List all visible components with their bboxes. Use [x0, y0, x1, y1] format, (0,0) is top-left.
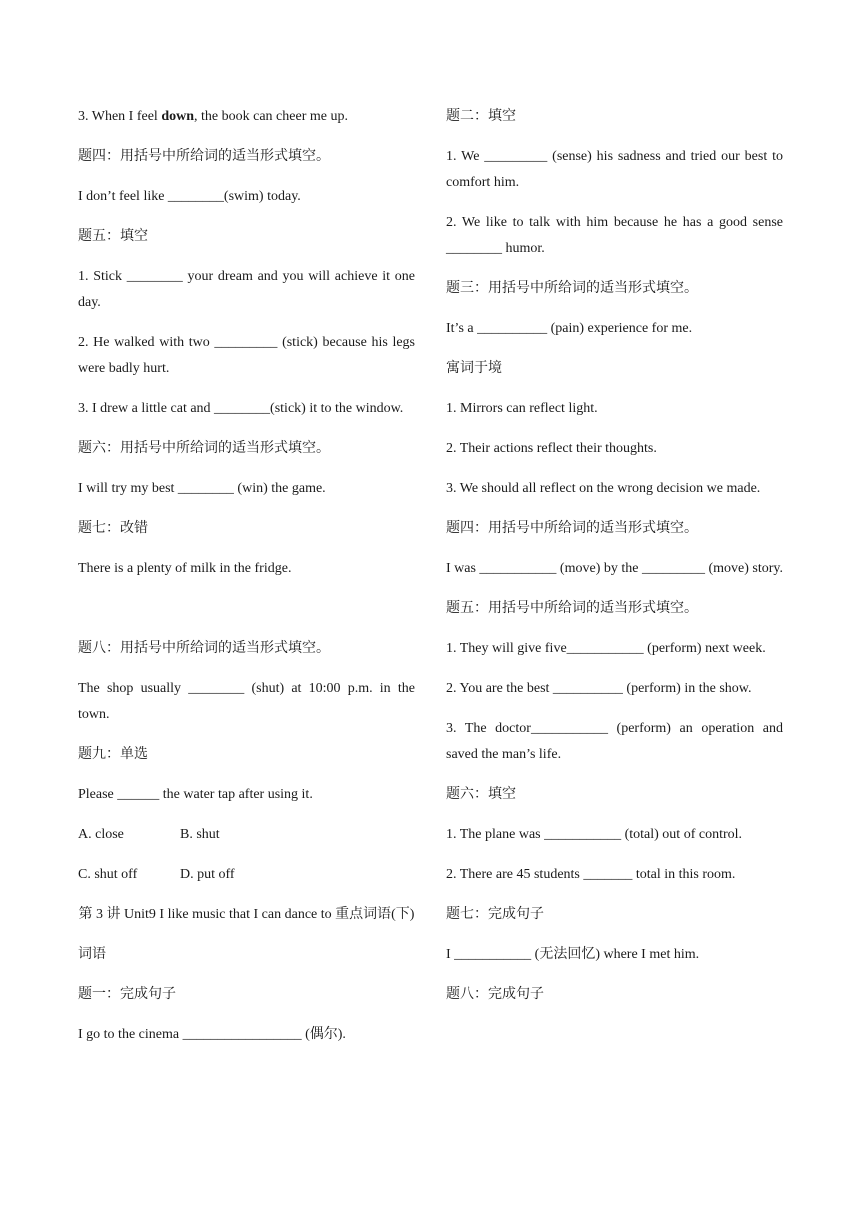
question-sentence	[78, 104, 415, 130]
section-heading: 题八：完成句子	[446, 987, 544, 1002]
sentence-text: 3. When I feel	[78, 109, 162, 124]
option-c: C. shut off	[78, 867, 138, 882]
left-column	[78, 104, 415, 1062]
section-heading: 题五：填空	[78, 229, 148, 244]
example-sentence: 3. We should all reflect on the wrong decision we made.	[446, 481, 761, 496]
question-sentence: I ___________ (无法回忆) where I met him.	[446, 947, 700, 962]
question-sentence: Please ______ the water tap after using it.	[78, 787, 313, 802]
question-sentence: The shop usually ________ (shut) at 10:00 p.m. in the town.	[78, 681, 415, 722]
question-sentence: I don’t feel like ________(swim) today.	[78, 189, 301, 204]
question-sentence: It’s a __________ (pain) experience for me.	[446, 321, 693, 336]
section-heading: 题四：用括号中所给词的适当形式填空。	[78, 149, 330, 164]
question-sentence: 2. There are 45 students _______ total in this room.	[446, 867, 736, 882]
section-heading: 题一：完成句子	[78, 987, 176, 1002]
option-a: A. close	[78, 827, 124, 842]
question-sentence: 1. Stick ________ your dream and you will achieve it one day.	[78, 269, 415, 310]
example-sentence: 2. Their actions reflect their thoughts.	[446, 441, 657, 456]
section-heading: 题三：用括号中所给词的适当形式填空。	[446, 281, 698, 296]
question-sentence: 3. I drew a little cat and ________(stick) it to the window.	[78, 401, 404, 416]
right-column	[446, 104, 783, 1022]
question-sentence: 1. The plane was ___________ (total) out of control.	[446, 827, 743, 842]
bold-word: down	[161, 109, 195, 124]
sentence-text: , the book can cheer me up.	[194, 109, 348, 124]
question-sentence: 2. You are the best __________ (perform) in the show.	[446, 681, 752, 696]
section-heading: 题八：用括号中所给词的适当形式填空。	[78, 641, 330, 656]
section-heading: 题二：填空	[446, 109, 516, 124]
section-heading: 题七：完成句子	[446, 907, 544, 922]
question-sentence: 2. We like to talk with him because he has a good sense ________ humor.	[446, 215, 783, 256]
options-row	[78, 862, 415, 888]
question-sentence: 1. They will give five___________ (perform) next week.	[446, 641, 766, 656]
section-heading: 题九：单选	[78, 747, 148, 762]
lesson-title: 第 3 讲 Unit9 I like music that I can dance to 重点词语(下)	[78, 907, 415, 922]
section-heading: 题六：用括号中所给词的适当形式填空。	[78, 441, 330, 456]
section-heading: 题七：改错	[78, 521, 148, 536]
section-heading: 题六：填空	[446, 787, 516, 802]
question-sentence: There is a plenty of milk in the fridge.	[78, 561, 292, 576]
question-sentence: I was ___________ (move) by the _________ (move) story.	[446, 561, 783, 576]
question-sentence: I go to the cinema _________________ (偶尔).	[78, 1027, 346, 1042]
options-row	[78, 822, 415, 848]
section-heading: 题四：用括号中所给词的适当形式填空。	[446, 521, 698, 536]
example-sentence: 1. Mirrors can reflect light.	[446, 401, 598, 416]
question-sentence: I will try my best ________ (win) the game.	[78, 481, 326, 496]
question-sentence: 3. The doctor___________ (perform) an operation and saved the man’s life.	[446, 721, 783, 762]
question-sentence: 2. He walked with two _________ (stick) because his legs were badly hurt.	[78, 335, 415, 376]
section-heading: 词语	[78, 947, 106, 962]
section-heading: 题五：用括号中所给词的适当形式填空。	[446, 601, 698, 616]
option-b: B. shut	[180, 827, 220, 842]
question-sentence: 1. We _________ (sense) his sadness and tried our best to comfort him.	[446, 149, 783, 190]
section-heading: 寓词于境	[446, 361, 502, 376]
blank-space	[78, 596, 415, 636]
option-d: D. put off	[180, 867, 235, 882]
